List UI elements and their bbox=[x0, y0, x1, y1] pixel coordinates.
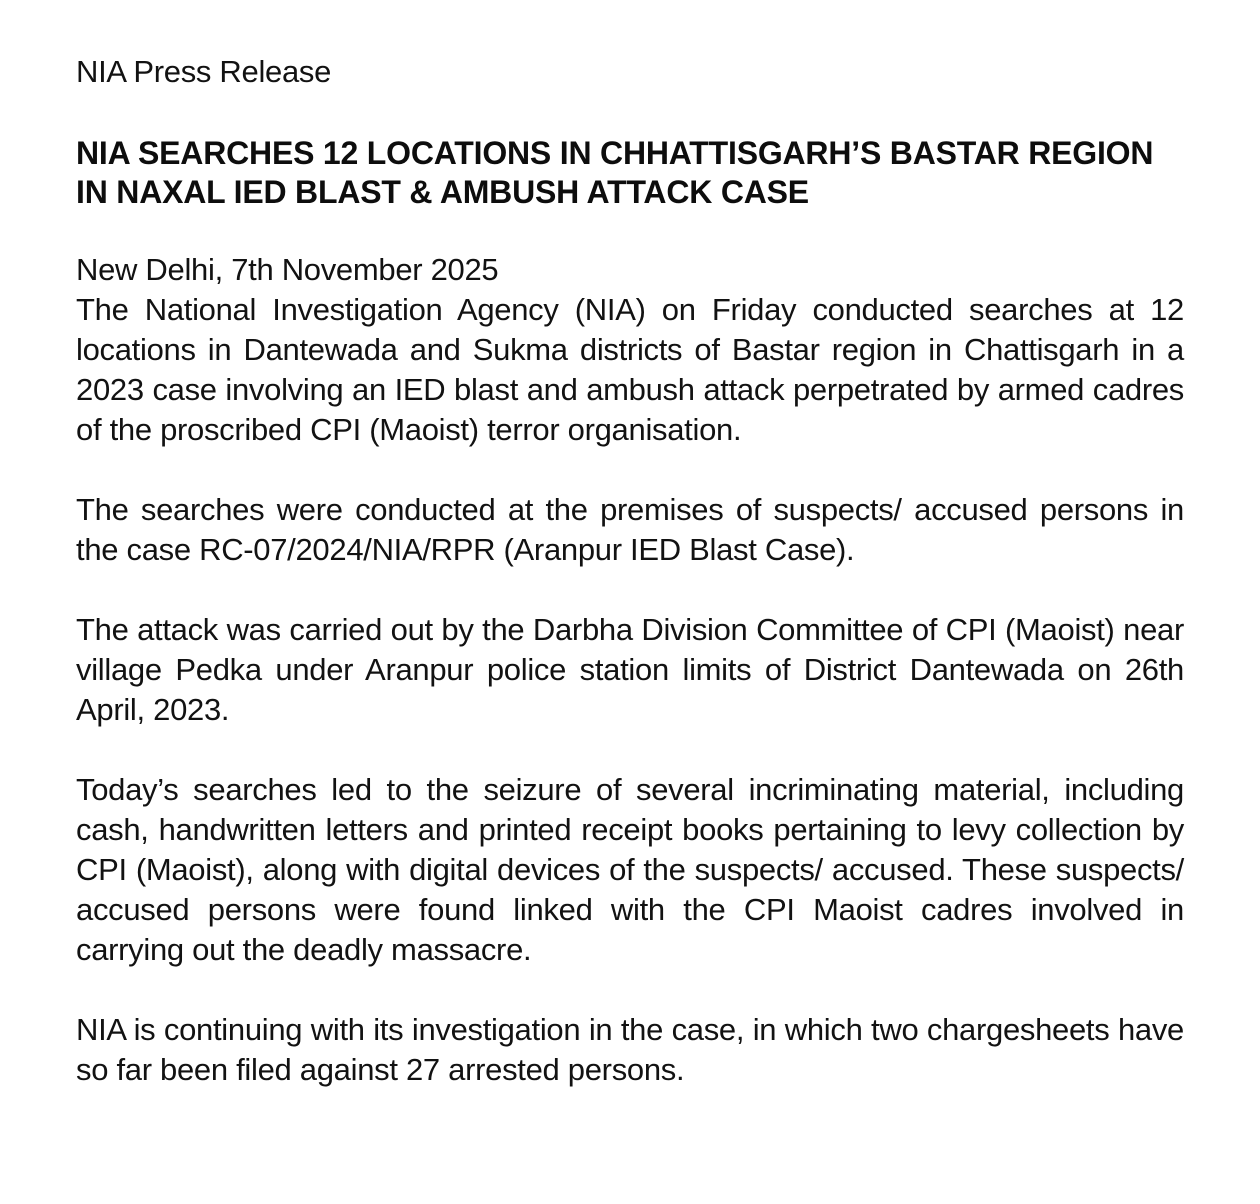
paragraph-attack: The attack was carried out by the Darbha Division Committee of CPI (Maoist) near village Pedka under Aranpur police station limits of District Dantewada on 26th April, 2023. bbox=[76, 612, 1184, 727]
paragraph-intro: The National Investigation Agency (NIA) on Friday conducted searches at 12 locations in Dantewada and Sukma districts of Bastar region in Chattisgarh in a 2023 case involving an IED blast and ambush attack perpetrated by armed cadres of the proscribed CPI (Maoist) terror organisation. bbox=[76, 292, 1184, 447]
document-label: NIA Press Release bbox=[76, 54, 332, 89]
paragraph-investigation-status: NIA is continuing with its investigation in the case, in which two chargesheets have so far been filed against 27 arrested persons. bbox=[76, 1012, 1184, 1087]
headline: NIA SEARCHES 12 LOCATIONS IN CHHATTISGARH’S BASTAR REGION IN NAXAL IED BLAST & AMBUSH ATTACK CASE bbox=[76, 135, 1154, 210]
dateline: New Delhi, 7th November 2025 bbox=[76, 252, 499, 287]
paragraph-searches: The searches were conducted at the premises of suspects/ accused persons in the case RC-07/2024/NIA/RPR (Aranpur IED Blast Case). bbox=[76, 492, 1184, 567]
paragraph-seizure: Today’s searches led to the seizure of several incriminating material, including cash, handwritten letters and printed receipt books pertaining to levy collection by CPI (Maoist), along with digital devices of the suspects/ accused. These suspects/ accused persons were found linked with the CPI Maoist cadres involved in carrying out the deadly massacre. bbox=[76, 772, 1184, 967]
